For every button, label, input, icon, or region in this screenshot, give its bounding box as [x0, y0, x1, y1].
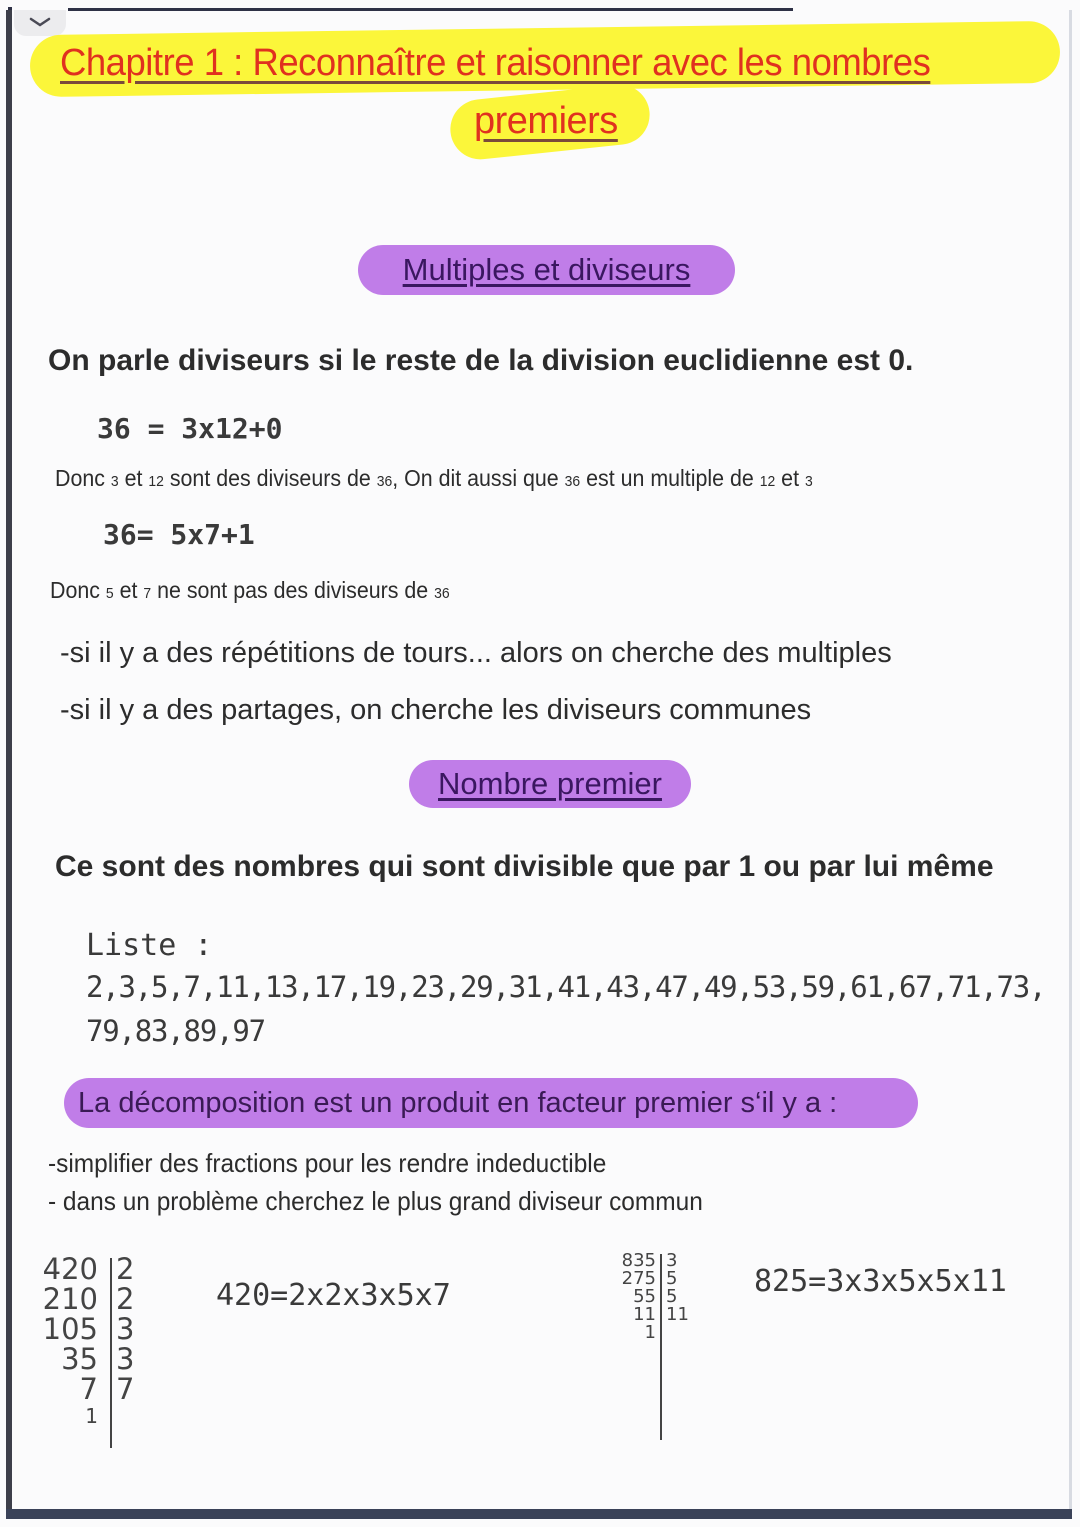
page-frame-right	[1069, 10, 1072, 1515]
prime-list-line2: 79,83,89,97	[86, 1014, 265, 1048]
bullet-multiples: -si il y a des répétitions de tours... alors on cherche des multiples	[60, 637, 892, 669]
chapter-title: Chapitre 1 : Reconnaître et raisonner avec les nombres	[60, 42, 931, 84]
page-frame-bottom	[6, 1509, 1072, 1519]
prime-list-line1: 2,3,5,7,11,13,17,19,23,29,31,41,43,47,49,53,59,61,67,71,73,	[86, 970, 1046, 1004]
ladder-divisors: 3 5 5 11	[666, 1250, 689, 1325]
ladder-dividends: 420 210 105 35 7 1	[42, 1252, 98, 1428]
example-explanation-2: Donc 5 et 7 ne sont pas des diviseurs de 36	[50, 577, 450, 603]
top-rule	[68, 8, 793, 11]
top-dot	[8, 7, 12, 10]
section-heading-label: Nombre premier	[438, 766, 662, 801]
ladder-divisors: 2 2 3 3 7	[116, 1252, 135, 1406]
decomposition-bullet-2: - dans un problème cherchez le plus grand diviseur commun	[48, 1186, 703, 1216]
factor-ladder-835	[600, 1252, 710, 1442]
page-frame-left	[6, 10, 12, 1515]
example-explanation-1: Donc 3 et 12 sont des diviseurs de 36, On dit aussi que 36 est un multiple de 12 et 3	[55, 465, 813, 491]
section-heading-label: La décomposition est un produit en facteur premier s‘il y a :	[78, 1086, 838, 1119]
bullet-divisors: -si il y a des partages, on cherche les diviseurs communes	[60, 694, 812, 726]
section-heading-multiples	[358, 245, 735, 295]
section-heading-decomposition	[64, 1078, 918, 1128]
factor-ladder-420	[18, 1254, 158, 1454]
section-heading-label: Multiples et diviseurs	[402, 252, 691, 287]
ladder-dividends: 835 275 55 11 1	[621, 1250, 656, 1343]
divisor-definition: On parle diviseurs si le reste de la division euclidienne est 0.	[48, 344, 914, 377]
ladder-divider	[660, 1254, 662, 1440]
example-equation-2: 36= 5x7+1	[103, 518, 255, 551]
section-heading-prime	[409, 760, 691, 808]
example-equation-1: 36 = 3x12+0	[97, 412, 283, 445]
prime-definition: Ce sont des nombres qui sont divisible que par 1 ou par lui même	[55, 850, 994, 883]
factorization-result-420: 420=2x2x3x5x7	[216, 1278, 451, 1313]
chapter-title-line2: premiers	[474, 100, 618, 142]
prime-list-label: Liste :	[86, 928, 213, 963]
factorization-result-825: 825=3x3x5x5x11	[754, 1264, 1007, 1299]
decomposition-bullet-1: -simplifier des fractions pour les rendre indeductible	[48, 1148, 607, 1178]
chevron-down-icon	[29, 14, 51, 32]
collapse-button[interactable]	[14, 10, 66, 36]
ladder-divider	[110, 1258, 112, 1448]
